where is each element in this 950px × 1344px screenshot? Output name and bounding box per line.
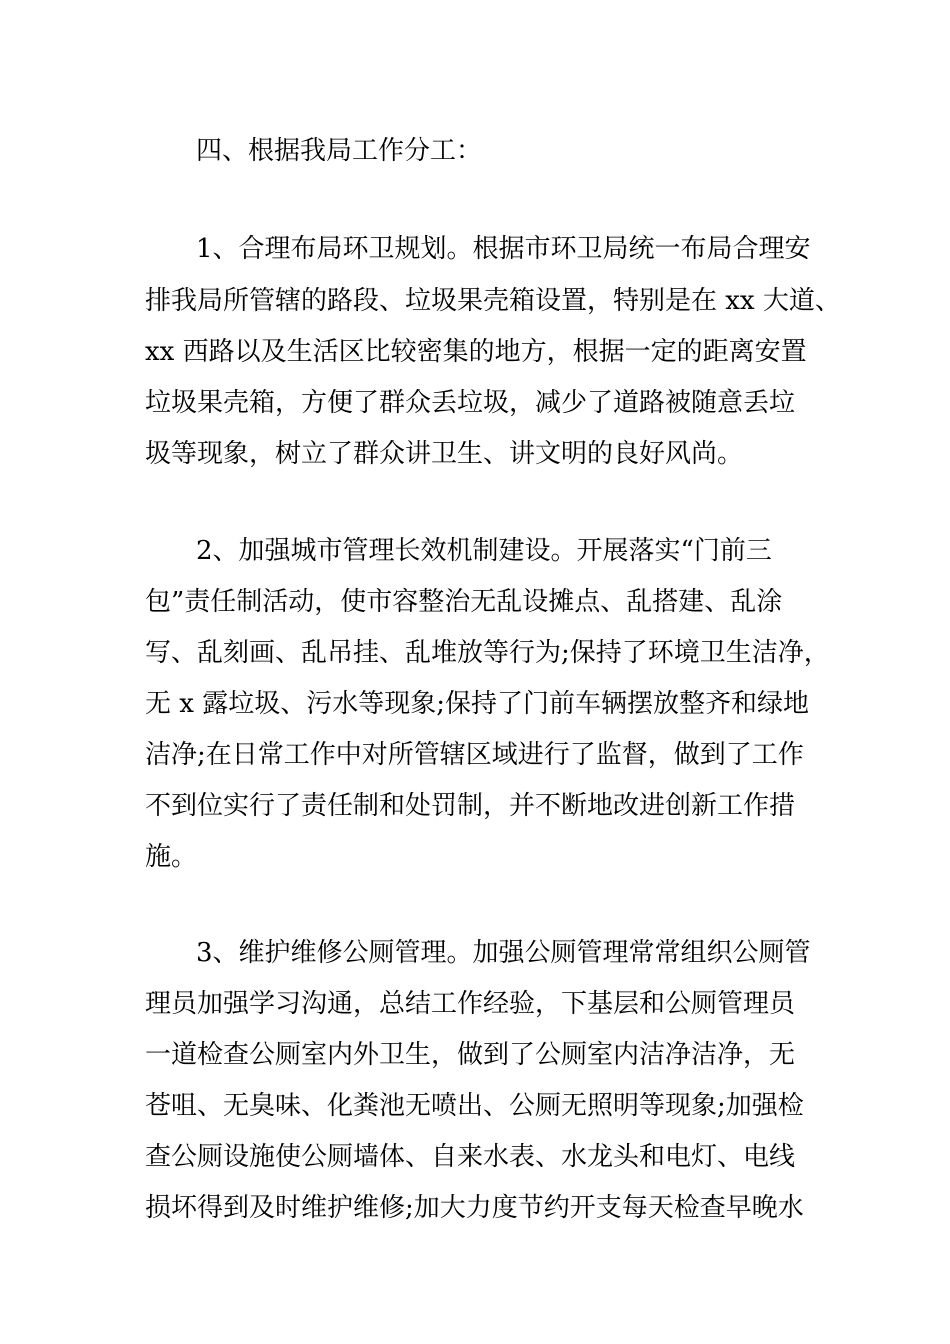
- paragraph-2-line-1: 2、加强城市管理长效机制建设。开展落实“门前三: [196, 536, 772, 566]
- paragraph-2-line-4: 无 x 露垃圾、污水等现象;保持了门前车辆摆放整齐和绿地: [145, 689, 809, 719]
- paragraph-1-line-4: 垃圾果壳箱，方便了群众丢垃圾，减少了道路被随意丢垃: [145, 388, 796, 418]
- paragraph-3-line-3: 一道检查公厕室内外卫生，做到了公厕室内洁净洁净，无: [145, 1040, 796, 1070]
- paragraph-1-line-1: 1、合理布局环卫规划。根据市环卫局统一布局合理安: [196, 234, 811, 264]
- paragraph-2-line-6: 不到位实行了责任制和处罚制，并不断地改进创新工作措: [145, 791, 796, 821]
- section-heading: 四、根据我局工作分工：: [196, 136, 483, 166]
- paragraph-2-line-3: 写、乱刻画、乱吊挂、乱堆放等行为;保持了环境卫生洁净，: [145, 638, 830, 668]
- paragraph-1-line-3: xx 西路以及生活区比较密集的地方，根据一定的距离安置: [145, 337, 807, 367]
- paragraph-2-line-5: 洁净;在日常工作中对所管辖区域进行了监督，做到了工作: [145, 740, 804, 770]
- paragraph-2-line-2: 包”责任制活动，使市容整治无乱设摊点、乱搭建、乱涂: [145, 587, 783, 617]
- paragraph-1-line-2: 排我局所管辖的路段、垃圾果壳箱设置，特别是在 xx 大道、: [145, 286, 841, 316]
- paragraph-3-line-2: 理员加强学习沟通，总结工作经验，下基层和公厕管理员: [145, 989, 796, 1019]
- paragraph-3-line-5: 查公厕设施使公厕墙体、自来水表、水龙头和电灯、电线: [145, 1142, 796, 1172]
- paragraph-1-line-5: 圾等现象，树立了群众讲卫生、讲文明的良好风尚。: [145, 439, 744, 469]
- paragraph-3-line-6: 损坏得到及时维护维修;加大力度节约开支每天检查早晚水: [145, 1193, 804, 1223]
- paragraph-3-line-1: 3、维护维修公厕管理。加强公厕管理常常组织公厕管: [196, 938, 811, 968]
- paragraph-3-line-4: 苍咀、无臭味、化粪池无喷出、公厕无照明等现象;加强检: [145, 1091, 804, 1121]
- paragraph-2-line-7: 施。: [145, 842, 198, 872]
